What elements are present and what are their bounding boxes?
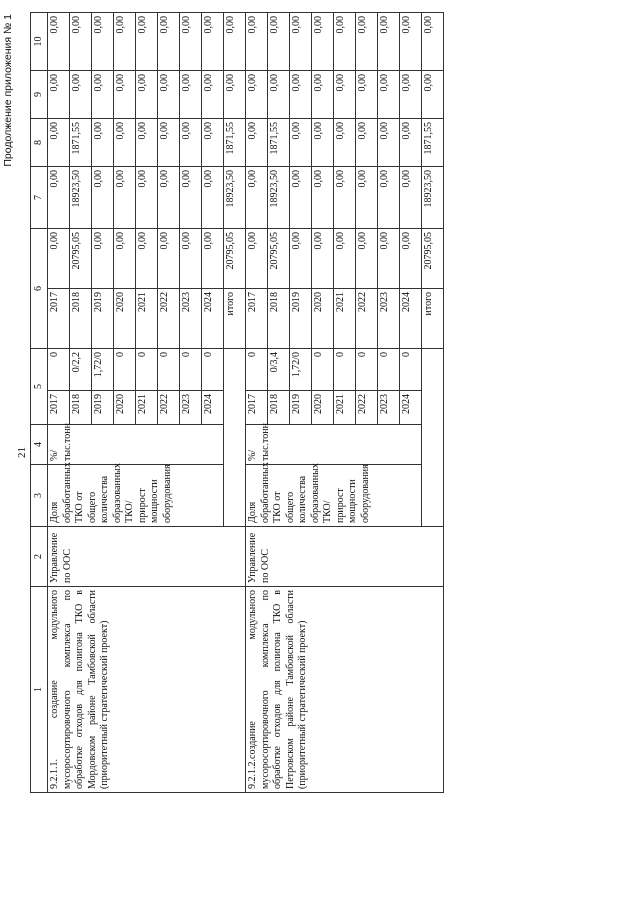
target-year-cell: 2021: [136, 391, 158, 425]
header-cell: 2: [31, 527, 48, 587]
other-sources-cell: 0,00: [224, 13, 246, 71]
local-budget-cell: 0,00: [356, 71, 378, 119]
target-value-cell: 1,72/0: [92, 349, 114, 391]
total-amount-cell: 0,00: [246, 229, 268, 289]
total-amount-cell: 20795,05: [224, 229, 246, 289]
federal-budget-cell: 0,00: [356, 167, 378, 229]
total-amount-cell: 0,00: [356, 229, 378, 289]
federal-budget-cell: 18923,50: [268, 167, 290, 229]
finance-year-cell: 2024: [400, 289, 422, 349]
total-amount-cell: 0,00: [136, 229, 158, 289]
regional-budget-cell: 0,00: [136, 119, 158, 167]
target-year-cell: 2019: [92, 391, 114, 425]
target-year-cell: 2018: [268, 391, 290, 425]
regional-budget-cell: 0,00: [180, 119, 202, 167]
page-number: 21: [16, 447, 28, 458]
total-amount-cell: 20795,05: [422, 229, 444, 289]
target-year-cell: 2020: [312, 391, 334, 425]
total-amount-cell: 20795,05: [268, 229, 290, 289]
local-budget-cell: 0,00: [114, 71, 136, 119]
regional-budget-cell: 0,00: [334, 119, 356, 167]
local-budget-cell: 0,00: [224, 71, 246, 119]
regional-budget-cell: 0,00: [158, 119, 180, 167]
finance-year-cell: 2021: [136, 289, 158, 349]
regional-budget-cell: 1871,55: [268, 119, 290, 167]
total-amount-cell: 0,00: [114, 229, 136, 289]
regional-budget-cell: 0,00: [312, 119, 334, 167]
federal-budget-cell: 0,00: [158, 167, 180, 229]
local-budget-cell: 0,00: [422, 71, 444, 119]
target-value-cell: 0/2,2: [70, 349, 92, 391]
target-year-cell: 2019: [290, 391, 312, 425]
target-year-cell: 2017: [246, 391, 268, 425]
program-table: [30, 12, 444, 793]
executor-cell: Управление по ООС: [246, 527, 444, 587]
target-value-cell: 1,72/0: [290, 349, 312, 391]
federal-budget-cell: 18923,50: [224, 167, 246, 229]
finance-year-cell: 2022: [356, 289, 378, 349]
total-amount-cell: 0,00: [180, 229, 202, 289]
local-budget-cell: 0,00: [136, 71, 158, 119]
target-year-cell: 2022: [158, 391, 180, 425]
total-amount-cell: 0,00: [202, 229, 224, 289]
regional-budget-cell: 0,00: [378, 119, 400, 167]
header-cell: 8: [31, 119, 48, 167]
target-value-cell: 0: [246, 349, 268, 391]
target-year-cell: 2021: [334, 391, 356, 425]
local-budget-cell: 0,00: [400, 71, 422, 119]
other-sources-cell: 0,00: [312, 13, 334, 71]
header-cell: 9: [31, 71, 48, 119]
target-value-cell: 0: [378, 349, 400, 391]
local-budget-cell: 0,00: [202, 71, 224, 119]
federal-budget-cell: 0,00: [246, 167, 268, 229]
target-year-cell: 2017: [48, 391, 70, 425]
finance-year-cell: 2024: [202, 289, 224, 349]
finance-year-cell: 2023: [378, 289, 400, 349]
local-budget-cell: 0,00: [180, 71, 202, 119]
finance-year-cell: 2017: [246, 289, 268, 349]
regional-budget-cell: 1871,55: [70, 119, 92, 167]
regional-budget-cell: 0,00: [114, 119, 136, 167]
total-amount-cell: 0,00: [334, 229, 356, 289]
target-value-cell: 0/3,4: [268, 349, 290, 391]
total-amount-cell: 0,00: [290, 229, 312, 289]
empty-cell: [224, 349, 246, 527]
local-budget-cell: 0,00: [312, 71, 334, 119]
federal-budget-cell: 0,00: [48, 167, 70, 229]
local-budget-cell: 0,00: [48, 71, 70, 119]
table-row: [48, 13, 70, 793]
federal-budget-cell: 0,00: [312, 167, 334, 229]
regional-budget-cell: 0,00: [246, 119, 268, 167]
finance-year-cell: 2020: [114, 289, 136, 349]
local-budget-cell: 0,00: [290, 71, 312, 119]
other-sources-cell: 0,00: [268, 13, 290, 71]
finance-year-cell: 2018: [268, 289, 290, 349]
header-cell: 1: [31, 587, 48, 793]
other-sources-cell: 0,00: [290, 13, 312, 71]
federal-budget-cell: 18923,50: [70, 167, 92, 229]
target-value-cell: 0: [158, 349, 180, 391]
finance-year-cell: 2021: [334, 289, 356, 349]
local-budget-cell: 0,00: [378, 71, 400, 119]
finance-year-cell: 2020: [312, 289, 334, 349]
event-name-cell: 9.2.1.2.создание модульного мусоросортировочного комплекса по обработке отходов для полигона ТКО в Петровском районе Тамбовской области (приоритетный стратегический проект): [246, 587, 444, 793]
total-amount-cell: 20795,05: [70, 229, 92, 289]
federal-budget-cell: 0,00: [114, 167, 136, 229]
target-year-cell: 2022: [356, 391, 378, 425]
local-budget-cell: 0,00: [246, 71, 268, 119]
total-amount-cell: 0,00: [92, 229, 114, 289]
regional-budget-cell: 0,00: [202, 119, 224, 167]
federal-budget-cell: 0,00: [290, 167, 312, 229]
target-year-cell: 2024: [400, 391, 422, 425]
finance-year-cell: 2019: [290, 289, 312, 349]
finance-year-cell: 2019: [92, 289, 114, 349]
total-amount-cell: 0,00: [158, 229, 180, 289]
federal-budget-cell: 0,00: [92, 167, 114, 229]
other-sources-cell: 0,00: [158, 13, 180, 71]
regional-budget-cell: 0,00: [48, 119, 70, 167]
other-sources-cell: 0,00: [70, 13, 92, 71]
other-sources-cell: 0,00: [422, 13, 444, 71]
target-value-cell: 0: [48, 349, 70, 391]
total-amount-cell: 0,00: [378, 229, 400, 289]
regional-budget-cell: 1871,55: [224, 119, 246, 167]
finance-year-cell: 2017: [48, 289, 70, 349]
federal-budget-cell: 0,00: [202, 167, 224, 229]
target-value-cell: 0: [356, 349, 378, 391]
other-sources-cell: 0,00: [202, 13, 224, 71]
target-year-cell: 2020: [114, 391, 136, 425]
federal-budget-cell: 0,00: [180, 167, 202, 229]
unit-cell: %/ тыс.тонн: [246, 425, 422, 465]
header-cell: 10: [31, 13, 48, 71]
other-sources-cell: 0,00: [334, 13, 356, 71]
federal-budget-cell: 0,00: [400, 167, 422, 229]
header-cell: 7: [31, 167, 48, 229]
other-sources-cell: 0,00: [114, 13, 136, 71]
finance-year-cell: 2018: [70, 289, 92, 349]
local-budget-cell: 0,00: [158, 71, 180, 119]
other-sources-cell: 0,00: [92, 13, 114, 71]
total-amount-cell: 0,00: [400, 229, 422, 289]
finance-year-cell: 2022: [158, 289, 180, 349]
federal-budget-cell: 0,00: [378, 167, 400, 229]
federal-budget-cell: 18923,50: [422, 167, 444, 229]
indicator-cell: Доля обработанных ТКО от общего количества образованных ТКО/прирост мощности оборудования: [246, 465, 422, 527]
total-amount-cell: 0,00: [48, 229, 70, 289]
unit-cell: %/ тыс.тонн: [48, 425, 224, 465]
total-amount-cell: 0,00: [312, 229, 334, 289]
header-cell: 6: [31, 229, 48, 349]
indicator-cell: Доля обработанных ТКО от общего количества образованных ТКО/прирост мощности оборудования: [48, 465, 224, 527]
total-label-cell: итого: [422, 289, 444, 349]
table-row: [246, 13, 268, 793]
target-value-cell: 0: [202, 349, 224, 391]
header-cell: 3: [31, 465, 48, 527]
regional-budget-cell: 1871,55: [422, 119, 444, 167]
regional-budget-cell: 0,00: [290, 119, 312, 167]
target-year-cell: 2018: [70, 391, 92, 425]
target-value-cell: 0: [334, 349, 356, 391]
event-name-cell: 9.2.1.1. создание модульного мусоросортировочного комплекса по обработке отходов для полигона ТКО в Мордовском районе Тамбовской области (приоритетный стратегический проект): [48, 587, 246, 793]
local-budget-cell: 0,00: [70, 71, 92, 119]
other-sources-cell: 0,00: [378, 13, 400, 71]
empty-cell: [422, 349, 444, 527]
continuation-title: Продолжение приложения № 1: [2, 14, 14, 167]
regional-budget-cell: 0,00: [92, 119, 114, 167]
other-sources-cell: 0,00: [180, 13, 202, 71]
other-sources-cell: 0,00: [246, 13, 268, 71]
executor-cell: Управление по ООС: [48, 527, 246, 587]
total-label-cell: итого: [224, 289, 246, 349]
finance-year-cell: 2023: [180, 289, 202, 349]
target-year-cell: 2023: [378, 391, 400, 425]
target-value-cell: 0: [114, 349, 136, 391]
other-sources-cell: 0,00: [48, 13, 70, 71]
regional-budget-cell: 0,00: [400, 119, 422, 167]
federal-budget-cell: 0,00: [334, 167, 356, 229]
target-value-cell: 0: [400, 349, 422, 391]
target-year-cell: 2024: [202, 391, 224, 425]
regional-budget-cell: 0,00: [356, 119, 378, 167]
target-value-cell: 0: [180, 349, 202, 391]
other-sources-cell: 0,00: [356, 13, 378, 71]
local-budget-cell: 0,00: [334, 71, 356, 119]
federal-budget-cell: 0,00: [136, 167, 158, 229]
local-budget-cell: 0,00: [92, 71, 114, 119]
column-number-row: [31, 13, 48, 793]
header-cell: 5: [31, 349, 48, 425]
other-sources-cell: 0,00: [400, 13, 422, 71]
target-year-cell: 2023: [180, 391, 202, 425]
other-sources-cell: 0,00: [136, 13, 158, 71]
local-budget-cell: 0,00: [268, 71, 290, 119]
header-cell: 4: [31, 425, 48, 465]
target-value-cell: 0: [312, 349, 334, 391]
target-value-cell: 0: [136, 349, 158, 391]
